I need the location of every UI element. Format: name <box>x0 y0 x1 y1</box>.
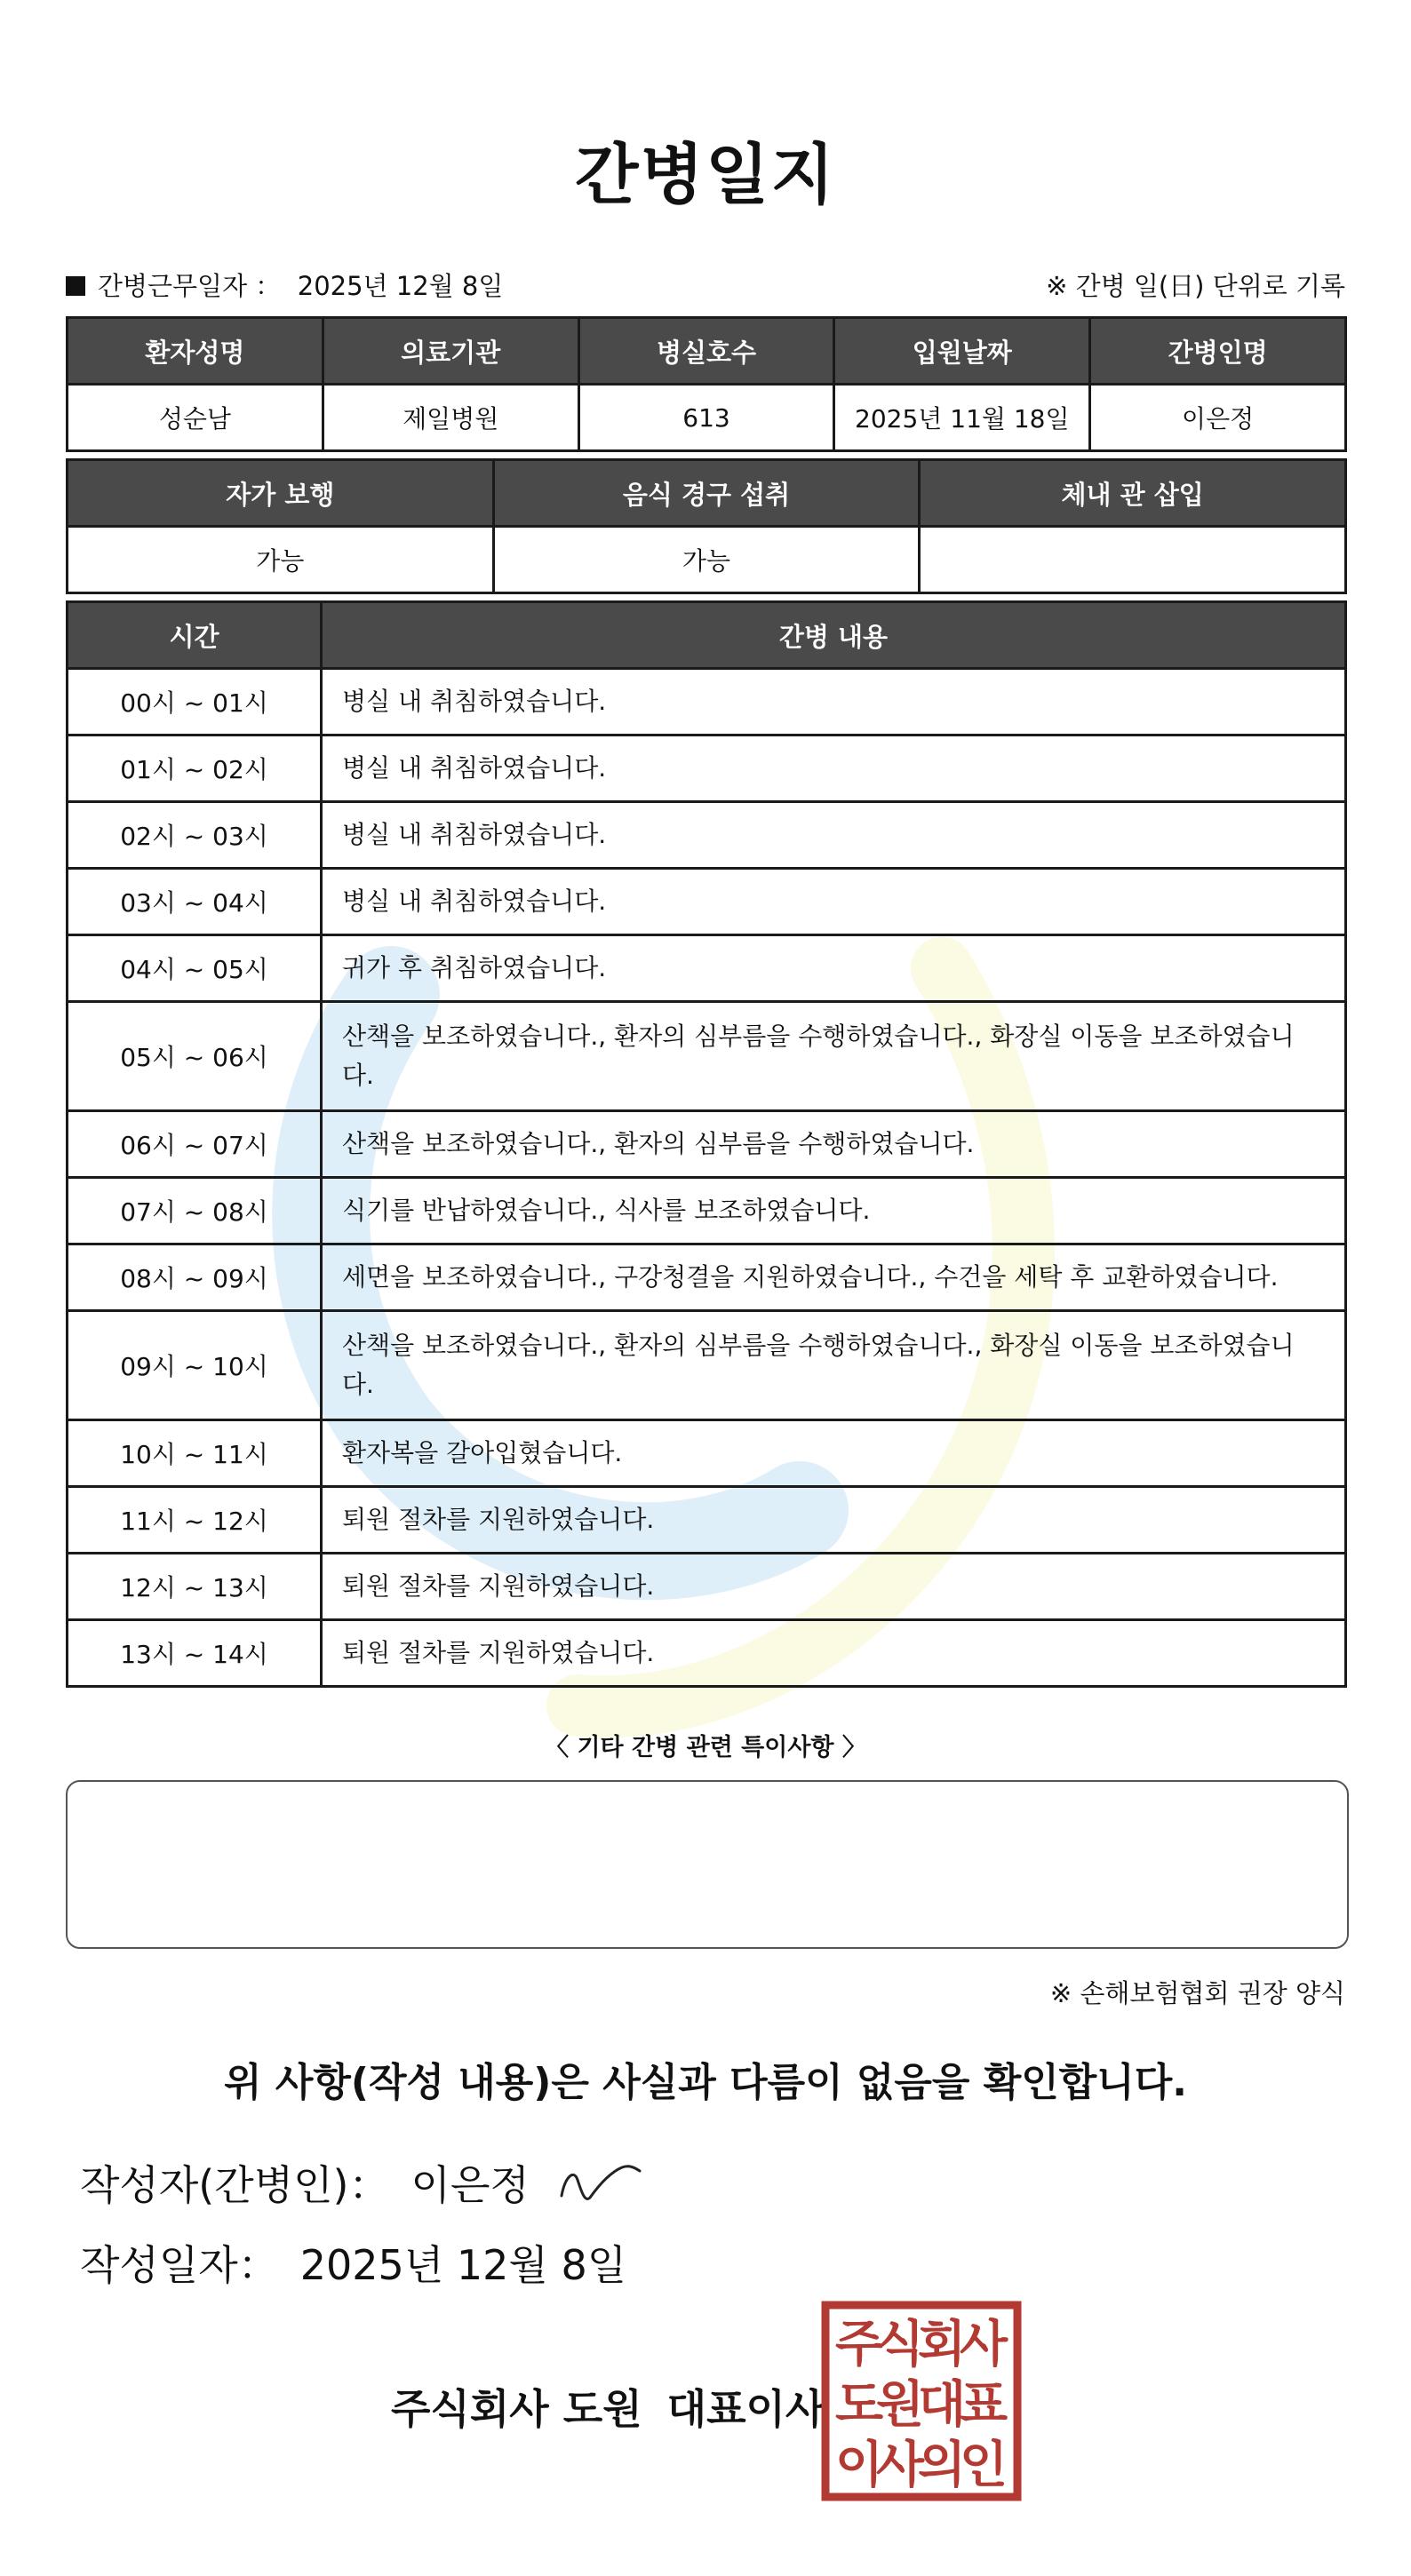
patient-header-row <box>68 318 1346 385</box>
header-room-number: 병실호수 <box>578 318 834 385</box>
time-slot: 09시 ~ 10시 <box>68 1311 322 1420</box>
oral-intake-value: 가능 <box>493 527 920 593</box>
table-row <box>68 669 1346 735</box>
table-row <box>68 1178 1346 1244</box>
header-caregiver-name: 간병인명 <box>1090 318 1346 385</box>
svg-text:식: 식 <box>875 2316 925 2373</box>
care-content: 병실 내 취침하였습니다. <box>322 735 1346 802</box>
source-note: ※ 손해보험협회 권장 양식 <box>1049 1978 1345 2008</box>
header-self-walking: 자가 보행 <box>68 460 494 527</box>
care-content: 병실 내 취침하였습니다. <box>322 669 1346 735</box>
hospital-value: 제일병원 <box>323 385 578 451</box>
header-patient-name: 환자성명 <box>68 318 323 385</box>
time-slot: 07시 ~ 08시 <box>68 1178 322 1244</box>
care-content: 산책을 보조하였습니다., 환자의 심부름을 수행하였습니다. <box>322 1111 1346 1178</box>
work-date-label: 간병근무일자 ： <box>98 271 282 301</box>
ability-header-row <box>68 460 1346 527</box>
patient-name-value: 성순남 <box>68 385 323 451</box>
table-row <box>68 735 1346 802</box>
table-row <box>68 1111 1346 1178</box>
writer-label: 작성자(간병인)： <box>80 2161 390 2209</box>
admission-date-value: 2025년 11월 18일 <box>834 385 1090 451</box>
care-content: 세면을 보조하였습니다., 구강청결을 지원하였습니다., 수건을 세탁 후 교환하였습니다. <box>322 1244 1346 1311</box>
table-row <box>68 1487 1346 1554</box>
time-slot: 10시 ~ 11시 <box>68 1420 322 1487</box>
date-line <box>80 2233 626 2292</box>
room-number-value: 613 <box>578 385 834 451</box>
table-row <box>68 1311 1346 1420</box>
table-row <box>68 1554 1346 1620</box>
company-title: 대표이사 <box>666 2385 825 2433</box>
care-content: 식기를 반납하였습니다., 식사를 보조하였습니다. <box>322 1178 1346 1244</box>
document-title: 간병일지 <box>575 137 836 213</box>
svg-text:의: 의 <box>917 2437 967 2494</box>
writer-name: 이은정 <box>411 2161 530 2209</box>
care-content: 퇴원 절차를 지원하였습니다. <box>322 1487 1346 1554</box>
date-value: 2025년 12월 8일 <box>299 2241 627 2289</box>
company-name: 주식회사 도원 <box>391 2385 642 2433</box>
time-slot: 01시 ~ 02시 <box>68 735 322 802</box>
company-signature-line <box>391 2377 825 2436</box>
log-header-row <box>68 602 1346 669</box>
header-admission-date: 입원날짜 <box>834 318 1090 385</box>
svg-text:도: 도 <box>834 2376 884 2434</box>
time-slot: 12시 ~ 13시 <box>68 1554 322 1620</box>
header-hospital: 의료기관 <box>323 318 578 385</box>
care-log-table <box>66 600 1347 1688</box>
time-slot: 05시 ~ 06시 <box>68 1002 322 1111</box>
square-bullet-icon <box>66 276 85 296</box>
patient-info-table <box>66 316 1347 452</box>
svg-text:표: 표 <box>959 2376 1008 2434</box>
svg-text:이: 이 <box>834 2437 884 2494</box>
time-slot: 00시 ~ 01시 <box>68 669 322 735</box>
svg-text:주: 주 <box>834 2316 884 2373</box>
company-seal-icon <box>821 2301 1022 2501</box>
care-content: 퇴원 절차를 지원하였습니다. <box>322 1620 1346 1687</box>
date-label: 작성일자： <box>80 2241 279 2289</box>
table-row <box>68 1420 1346 1487</box>
care-content: 환자복을 갈아입혔습니다. <box>322 1420 1346 1487</box>
svg-text:회: 회 <box>917 2316 967 2373</box>
handwritten-signature <box>554 2150 643 2212</box>
table-row <box>68 1002 1346 1111</box>
care-content: 귀가 후 취침하였습니다. <box>322 935 1346 1002</box>
confirmation-statement: 위 사항(작성 내용)은 사실과 다름이 없음을 확인합니다. <box>224 2060 1187 2105</box>
ability-value-row <box>68 527 1346 593</box>
time-slot: 13시 ~ 14시 <box>68 1620 322 1687</box>
writer-line <box>80 2153 530 2212</box>
care-content: 병실 내 취침하였습니다. <box>322 869 1346 935</box>
remarks-box <box>66 1780 1349 1949</box>
svg-text:사: 사 <box>875 2437 925 2494</box>
caregiver-name-value: 이은정 <box>1090 385 1346 451</box>
svg-text:인: 인 <box>959 2437 1008 2494</box>
header-care-content: 간병 내용 <box>322 602 1346 669</box>
time-slot: 08시 ~ 09시 <box>68 1244 322 1311</box>
meta-row <box>66 266 1345 302</box>
patient-ability-table <box>66 458 1347 594</box>
time-slot: 11시 ~ 12시 <box>68 1487 322 1554</box>
daily-record-note: ※ 간병 일(日) 단위로 기록 <box>1046 271 1345 301</box>
self-walking-value: 가능 <box>68 527 494 593</box>
time-slot: 06시 ~ 07시 <box>68 1111 322 1178</box>
time-slot: 04시 ~ 05시 <box>68 935 322 1002</box>
work-date-value: 2025년 12월 8일 <box>297 271 504 301</box>
table-row <box>68 802 1346 869</box>
svg-text:원: 원 <box>875 2376 925 2434</box>
care-content: 산책을 보조하였습니다., 환자의 심부름을 수행하였습니다., 화장실 이동을 보조하였습니다. <box>322 1002 1346 1111</box>
remarks-title: 〈 기타 간병 관련 특이사항 〉 <box>545 1734 866 1761</box>
care-content: 퇴원 절차를 지원하였습니다. <box>322 1554 1346 1620</box>
tube-insertion-value <box>920 527 1346 593</box>
patient-value-row <box>68 385 1346 451</box>
time-slot: 03시 ~ 04시 <box>68 869 322 935</box>
work-date-line <box>66 266 503 303</box>
table-row <box>68 1244 1346 1311</box>
header-tube-insertion: 체내 관 삽입 <box>920 460 1346 527</box>
table-row <box>68 1620 1346 1687</box>
care-content: 병실 내 취침하였습니다. <box>322 802 1346 869</box>
table-row <box>68 935 1346 1002</box>
time-slot: 02시 ~ 03시 <box>68 802 322 869</box>
svg-text:사: 사 <box>959 2316 1008 2373</box>
header-time: 시간 <box>68 602 322 669</box>
header-oral-intake: 음식 경구 섭취 <box>493 460 920 527</box>
table-row <box>68 869 1346 935</box>
svg-text:대: 대 <box>917 2376 967 2434</box>
care-content: 산책을 보조하였습니다., 환자의 심부름을 수행하였습니다., 화장실 이동을 보조하였습니다. <box>322 1311 1346 1420</box>
